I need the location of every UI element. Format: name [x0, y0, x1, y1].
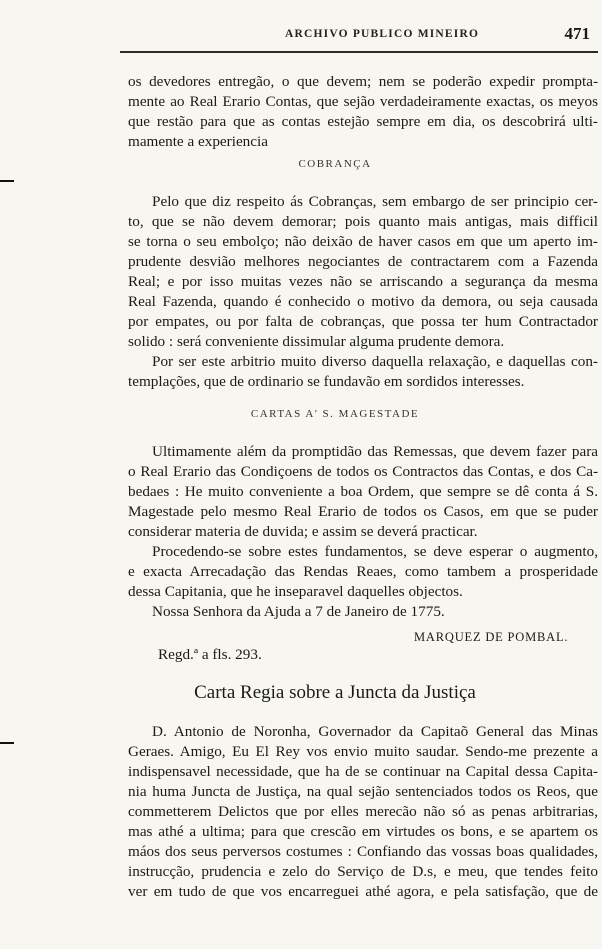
text-line: Procedendo-se sobre estes fundamentos, se deve esperar o augmento, — [152, 543, 598, 560]
text-line: nia huma Juncta de Justiça, na qual sejão sentenciados todos os Reos, que — [128, 783, 598, 800]
margin-mark — [0, 742, 14, 744]
registry-note: Regd.ª a fls. 293. — [158, 646, 262, 663]
text-line: mas athé a ultima; para que crescão em virtudes os bons, e se apartem os — [128, 823, 598, 840]
running-header — [120, 24, 592, 48]
text-line: templações, que de ordinario se fundavão em sordidos interesses. — [128, 373, 525, 390]
header-rule — [120, 51, 598, 53]
text-line: solido : será conveniente dissimular alguma prudente demora. — [128, 333, 505, 350]
text-line: to, que se não devem demorar; pois quanto mais antigas, mais difficil — [128, 213, 598, 230]
text-line: bedaes : He muito conveniente a boa Ordem, que sempre se dê conta á S. — [128, 483, 598, 500]
section-heading-cobranca: COBRANÇA — [298, 158, 372, 170]
text-line: ver em tudo de que vos encarreguei athé agora, e pela satisfação, que de — [128, 883, 598, 900]
text-line: máos dos seus perversos costumes : Confiando das vossas boas qualidades, — [128, 843, 598, 860]
text-line: Real; e por isso muitas vezes não se arriscando a segurança da mesma — [128, 273, 598, 290]
margin-mark — [0, 180, 14, 182]
text-line: indispensavel necessidade, que ha de se continuar na Capital dessa Capita- — [128, 763, 598, 780]
text-line: Pelo que diz respeito ás Cobranças, sem embargo de ser principio cer- — [152, 193, 598, 210]
page-number: 471 — [564, 24, 590, 43]
text-line: que restão para que as contas estejão sempre em dia, os descobrirá ulti- — [128, 113, 598, 130]
text-line: por empates, ou por falta de cobranças, que possa ter hum Contractador — [128, 313, 598, 330]
text-line: mamente a experiencia — [128, 133, 268, 150]
text-line: Por ser este arbitrio muito diverso daquella relaxação, e daquellas con- — [152, 353, 598, 370]
text-line: instrucção, prudencia e zelo do Serviço de D.s, e meu, que tendes feito — [128, 863, 598, 880]
text-line: dessa Capitania, que he inseparavel daquelles objectos. — [128, 583, 463, 600]
text-line: prudente desvião melhores negociantes de contractarem com a Fazenda — [128, 253, 598, 270]
text-line: e exacta Arrecadação das Rendas Reaes, como tambem a prosperidade — [128, 563, 598, 580]
text-line: Real Fazenda, quando é conhecido o motivo da demora, ou seja causada — [128, 293, 598, 310]
text-line: mente ao Real Erario Contas, que sejão verdadeiramente exactas, os meyos — [128, 93, 598, 110]
text-line: Geraes. Amigo, Eu El Rey vos envio muito saudar. Sendo-me prezente a — [128, 743, 598, 760]
text-line: os devedores entregão, o que devem; nem se poderão expedir prompta- — [128, 73, 598, 90]
text-line: o Real Erario das Condiçoens de todos os Contractos das Contas, e dos Ca- — [128, 463, 598, 480]
text-line: considerar materia de duvida; e assim se deverá practicar. — [128, 523, 478, 540]
document-title: Carta Regia sobre a Juncta da Justiça — [194, 682, 476, 703]
date-line: Nossa Senhora da Ajuda a 7 de Janeiro de 1775. — [152, 603, 445, 620]
text-line: commetterem Delictos que por elles merecão não só as penas arbitrarias, — [128, 803, 598, 820]
signature: MARQUEZ DE POMBAL. — [414, 630, 569, 644]
section-heading-cartas: CARTAS A' S. MAGESTADE — [250, 408, 420, 420]
text-line: D. Antonio de Noronha, Governador da Capitaõ General das Minas — [152, 723, 598, 740]
text-line: Ultimamente além da promptidão das Remessas, que devem fazer para — [152, 443, 598, 460]
text-line: Magestade pelo mesmo Real Erario de todos os Casos, em que se puder — [128, 503, 598, 520]
running-title: ARCHIVO PUBLICO MINEIRO — [285, 28, 480, 40]
text-line: se torna o seu embolço; não deixão de haver casos em que um aperto im- — [128, 233, 598, 250]
